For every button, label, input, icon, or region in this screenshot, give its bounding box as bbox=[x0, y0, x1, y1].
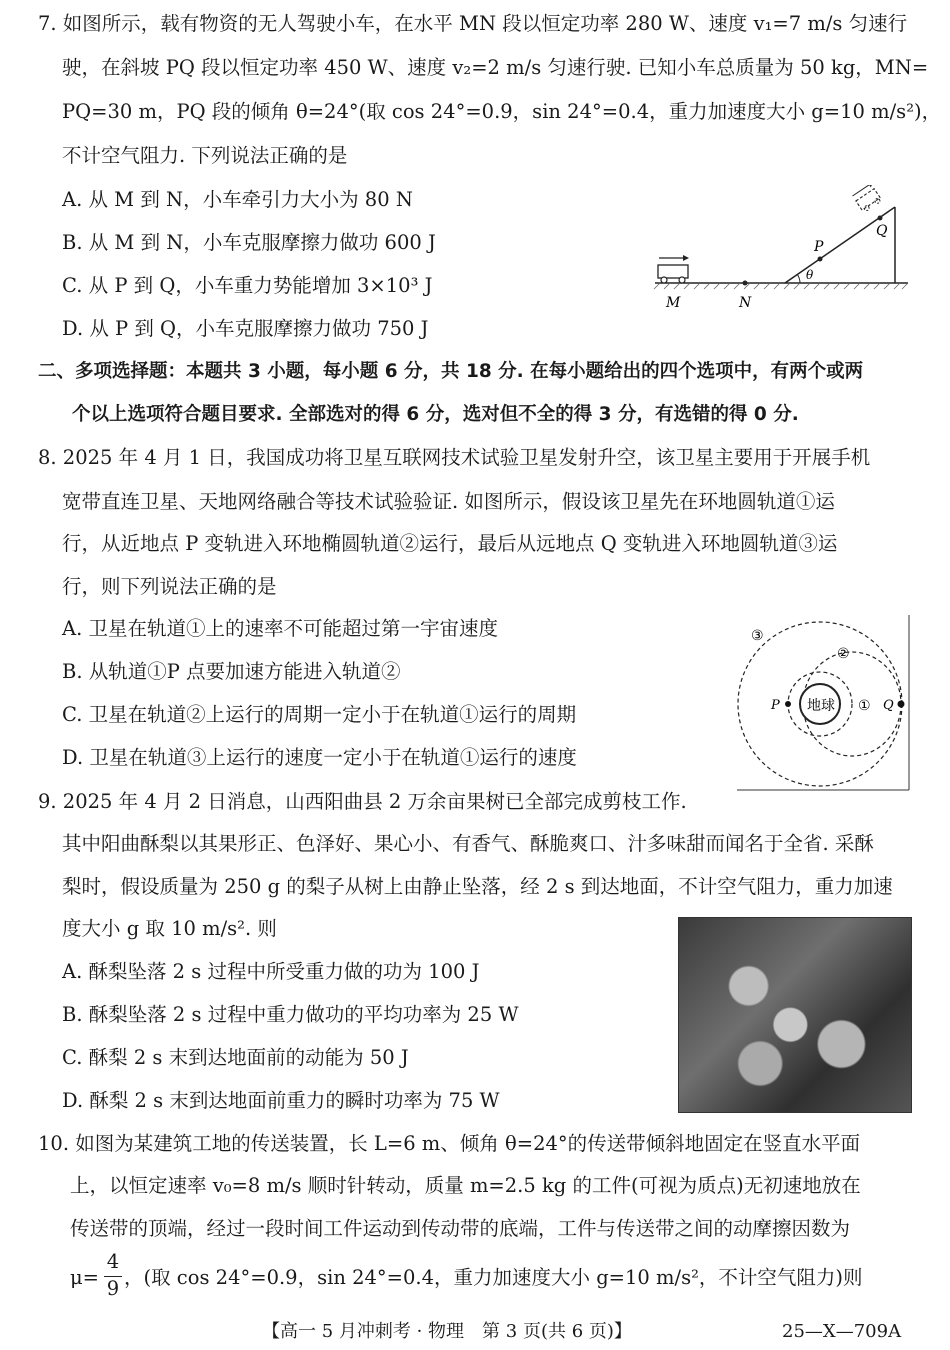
q10-stem-line-1: 10. 如图为某建筑工地的传送装置，长 L=6 m、倾角 θ=24°的传送带倾斜地固定在竖直水平面 bbox=[38, 1132, 861, 1155]
q7-cart-slope-figure bbox=[650, 185, 915, 320]
section-2-header-line-1: 二、多项选择题：本题共 3 小题，每小题 6 分，共 18 分. 在每小题给出的四个选项中，有两个或两 bbox=[38, 361, 864, 382]
q8-orbit-2-label: ② bbox=[837, 646, 850, 662]
page-footer: 【高一 5 月冲刺考 · 物理 第 3 页(共 6 页)】 bbox=[262, 1321, 632, 1342]
q10-stem-line-3: 传送带的顶端，经过一段时间工件运动到传动带的底端，工件与传送带之间的动摩擦因数为 bbox=[70, 1217, 851, 1240]
q8-option-b: B. 从轨道①P 点要加速方能进入轨道② bbox=[62, 660, 401, 683]
q7-option-c: C. 从 P 到 Q，小车重力势能增加 3×10³ J bbox=[62, 274, 433, 297]
q7-option-b: B. 从 M 到 N，小车克服摩擦力做功 600 J bbox=[62, 231, 436, 254]
q7-label-m: M bbox=[666, 295, 681, 311]
q8-label-q: Q bbox=[883, 698, 894, 713]
q7-label-theta: θ bbox=[806, 268, 814, 282]
q9-option-d: D. 酥梨 2 s 末到达地面前重力的瞬时功率为 75 W bbox=[62, 1089, 500, 1112]
q10-mu-numerator: 4 bbox=[106, 1250, 120, 1273]
q8-stem-line-2: 宽带直连卫星、天地网络融合等技术试验验证. 如图所示，假设该卫星先在环地圆轨道①运 bbox=[62, 490, 835, 513]
q7-label-n: N bbox=[739, 295, 752, 311]
q7-stem-line-2: 驶，在斜坡 PQ 段以恒定功率 450 W、速度 v₂=2 m/s 匀速行驶. 已知小车总质量为 50 kg，MN= bbox=[62, 56, 929, 79]
q7-label-q: Q bbox=[876, 223, 888, 239]
pear-tree-photo bbox=[678, 917, 912, 1113]
q8-orbit-1-label: ① bbox=[858, 698, 871, 714]
q7-option-d: D. 从 P 到 Q，小车克服摩擦力做功 750 J bbox=[62, 317, 429, 340]
q10-stem-line-2: 上，以恒定速率 v₀=8 m/s 顺时针转动，质量 m=2.5 kg 的工件(可视为质点)无初速地放在 bbox=[70, 1174, 861, 1197]
q9-stem-line-2: 其中阳曲酥梨以其果形正、色泽好、果心小、有香气、酥脆爽口、汁多味甜而闻名于全省. 采酥 bbox=[62, 832, 874, 855]
q8-option-a: A. 卫星在轨道①上的速率不可能超过第一宇宙速度 bbox=[62, 617, 498, 640]
q9-option-b: B. 酥梨坠落 2 s 过程中重力做功的平均功率为 25 W bbox=[62, 1003, 519, 1026]
q10-mu-prefix: μ= bbox=[70, 1266, 100, 1289]
q10-stem-line-4: ，(取 cos 24°=0.9，sin 24°=0.4，重力加速度大小 g=10 m/s²，不计空气阻力)则 bbox=[124, 1266, 863, 1289]
q8-orbit-3-label: ③ bbox=[751, 628, 764, 644]
q7-stem-line-3: PQ=30 m，PQ 段的倾角 θ=24°(取 cos 24°=0.9，sin 24°=0.4，重力加速度大小 g=10 m/s²)， bbox=[62, 100, 942, 123]
q8-stem-line-4: 行，则下列说法正确的是 bbox=[62, 575, 277, 598]
q10-mu-denominator: 9 bbox=[106, 1277, 120, 1300]
q7-option-a: A. 从 M 到 N，小车牵引力大小为 80 N bbox=[62, 188, 413, 211]
q9-stem-line-1: 9. 2025 年 4 月 2 日消息，山西阳曲县 2 万余亩果树已全部完成剪枝工作. bbox=[38, 790, 687, 813]
q8-orbit-figure bbox=[737, 615, 910, 791]
q8-stem-line-3: 行，从近地点 P 变轨进入环地椭圆轨道②运行，最后从远地点 Q 变轨进入环地圆轨道③运 bbox=[62, 532, 838, 555]
q9-option-c: C. 酥梨 2 s 末到达地面前的动能为 50 J bbox=[62, 1046, 409, 1069]
section-2-header-line-2: 个以上选项符合题目要求. 全部选对的得 6 分，选对但不全的得 3 分，有选错的得 0 分. bbox=[72, 404, 799, 425]
q8-label-p: P bbox=[771, 698, 780, 713]
q7-stem-line-1: 7. 如图所示，载有物资的无人驾驶小车，在水平 MN 段以恒定功率 280 W、速度 v₁=7 m/s 匀速行 bbox=[38, 12, 908, 35]
q8-earth-label: 地球 bbox=[807, 698, 835, 714]
q9-stem-line-4: 度大小 g 取 10 m/s². 则 bbox=[62, 917, 277, 940]
exam-code: 25—X—709A bbox=[782, 1321, 902, 1342]
q9-stem-line-3: 梨时，假设质量为 250 g 的梨子从树上由静止坠落，经 2 s 到达地面，不计空气阻力，重力加速 bbox=[62, 875, 893, 898]
q8-option-d: D. 卫星在轨道③上运行的速度一定小于在轨道①运行的速度 bbox=[62, 746, 577, 769]
q7-stem-line-4: 不计空气阻力. 下列说法正确的是 bbox=[62, 144, 348, 167]
q9-option-a: A. 酥梨坠落 2 s 过程中所受重力做的功为 100 J bbox=[62, 960, 480, 983]
q8-stem-line-1: 8. 2025 年 4 月 1 日，我国成功将卫星互联网技术试验卫星发射升空，该卫星主要用于开展手机 bbox=[38, 446, 871, 469]
q7-label-p: P bbox=[814, 239, 824, 255]
q8-option-c: C. 卫星在轨道②上运行的周期一定小于在轨道①运行的周期 bbox=[62, 703, 577, 726]
